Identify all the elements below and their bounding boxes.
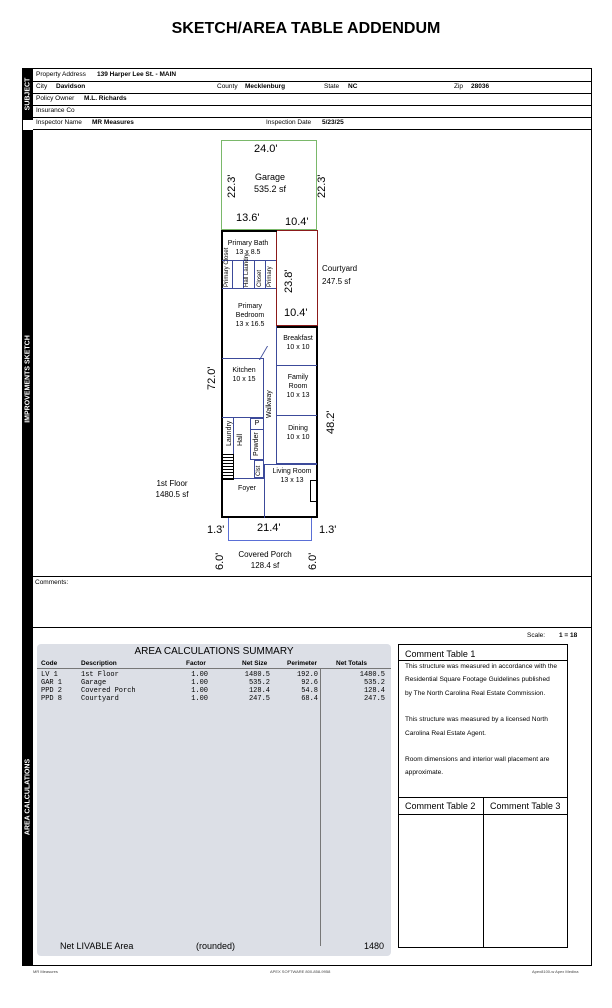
footer-right: Apex8100-w Apex Medina bbox=[532, 969, 579, 974]
area-cell: PPD 8 bbox=[41, 695, 63, 703]
net-livable-label: Net LIVABLE Area bbox=[60, 941, 134, 951]
courtyard-top-dim: 10.4' bbox=[285, 216, 309, 228]
comment-line: Residential Square Footage Guidelines published bbox=[405, 676, 550, 684]
dim-left: 72.0' bbox=[206, 366, 218, 390]
primary-label: Primary bbox=[267, 266, 273, 287]
garage-label: Garage 535.2 sf bbox=[253, 172, 287, 194]
inspector-label: Inspector Name bbox=[36, 119, 82, 126]
courtyard-bottom-dim: 10.4' bbox=[284, 307, 308, 319]
hall-label: Hall bbox=[237, 433, 244, 446]
primary-closet-label: Primary Closet bbox=[224, 247, 230, 287]
area-cell: Covered Porch bbox=[81, 687, 136, 695]
date-label: Inspection Date bbox=[266, 119, 312, 126]
area-cell: 192.0 bbox=[296, 671, 318, 679]
area-cell: 535.2 bbox=[248, 679, 270, 687]
rounded-label: (rounded) bbox=[196, 941, 236, 951]
area-cell: GAR 1 bbox=[41, 679, 63, 687]
powder-label: Powder bbox=[253, 432, 260, 456]
zip-label: Zip bbox=[454, 83, 464, 90]
area-cell: 1.00 bbox=[191, 687, 208, 695]
insurance-label: Insurance Co bbox=[36, 107, 75, 114]
comment-line: Room dimensions and interior wall placement are bbox=[405, 756, 550, 764]
owner-label: Policy Owner bbox=[36, 95, 75, 102]
family-room-label: Family Room 10 x 13 bbox=[286, 374, 310, 399]
courtyard-label: Courtyard 247.5 sf bbox=[322, 264, 358, 286]
sketch-band: IMPROVEMENTS SKETCH bbox=[22, 130, 33, 627]
porch-label: Covered Porch 128.4 sf bbox=[238, 550, 292, 570]
zip: 28036 bbox=[471, 83, 490, 90]
garage-bottom-dim: 13.6' bbox=[236, 212, 260, 224]
kitchen-label: Kitchen 10 x 15 bbox=[232, 367, 256, 383]
area-cell: 1st Floor bbox=[81, 671, 119, 679]
area-cell: 54.8 bbox=[301, 687, 318, 695]
area-cell: 1.00 bbox=[191, 695, 208, 703]
laundry-label: Laundry bbox=[226, 420, 233, 446]
fireplace bbox=[310, 480, 317, 502]
dining-label: Dining 10 x 10 bbox=[286, 425, 310, 441]
area-cell: Courtyard bbox=[81, 695, 119, 703]
primary-bedroom-label: Primary Bedroom 13 x 16.5 bbox=[235, 303, 265, 328]
hall-laundry-label: Hall Laundry bbox=[244, 253, 250, 287]
comment-line: This structure was measured in accordance with the bbox=[405, 663, 558, 670]
county: Mecklenburg bbox=[245, 83, 286, 90]
p-label: P bbox=[254, 420, 260, 427]
walkway-label: Walkway bbox=[266, 390, 273, 418]
comment-line: by The North Carolina Real Estate Commission. bbox=[405, 689, 546, 697]
porch-width-dim: 21.4' bbox=[257, 522, 281, 534]
garage-left-dim: 22.3' bbox=[226, 174, 238, 198]
city: Davidson bbox=[56, 83, 86, 90]
first-floor-label: 1st Floor 1480.5 sf bbox=[155, 479, 189, 499]
area-cell: 1.00 bbox=[191, 671, 208, 679]
state: NC bbox=[348, 83, 358, 90]
comment-table-3-title: Comment Table 3 bbox=[490, 801, 561, 811]
net-livable-value: 1480 bbox=[364, 941, 385, 951]
city-label: City bbox=[36, 83, 48, 90]
area-cell: 128.4 bbox=[363, 687, 385, 695]
porch-right-depth: 6.0' bbox=[307, 552, 319, 570]
porch-left-off: 1.3' bbox=[207, 524, 225, 536]
page-title: SKETCH/AREA TABLE ADDENDUM bbox=[171, 20, 441, 37]
living-room-label: Living Room 13 x 13 bbox=[272, 468, 312, 484]
footer-center: APEX SOFTWARE 800-858-9958 bbox=[270, 969, 331, 974]
property-address-label: Property Address bbox=[36, 71, 86, 78]
owner: M.L. Richards bbox=[84, 95, 127, 102]
comment-table-2-title: Comment Table 2 bbox=[405, 801, 476, 811]
scale-value: 1 = 18 bbox=[559, 632, 578, 639]
foyer-label: Foyer bbox=[238, 485, 256, 492]
clst-label: Clst bbox=[256, 465, 262, 476]
area-cell: 1480.5 bbox=[359, 671, 385, 679]
area-band: AREA CALCULATIONS bbox=[22, 627, 33, 966]
breakfast-label: Breakfast 10 x 10 bbox=[283, 335, 313, 351]
garage-top-dim: 24.0' bbox=[254, 143, 278, 155]
area-cell: 535.2 bbox=[363, 679, 385, 687]
courtyard-side-dim: 23.8' bbox=[283, 269, 295, 293]
county-label: County bbox=[217, 83, 238, 90]
state-label: State bbox=[324, 83, 340, 90]
subject-band: SUBJECT bbox=[22, 68, 33, 120]
garage-right-dim: 22.3' bbox=[316, 174, 328, 198]
comments-label: Comments: bbox=[35, 579, 69, 586]
area-cell: PPD 2 bbox=[41, 687, 63, 695]
area-cell: Garage bbox=[81, 679, 107, 687]
area-cell: 1480.5 bbox=[244, 671, 270, 679]
area-cell: 247.5 bbox=[363, 695, 385, 703]
dim-right: 48.2' bbox=[325, 410, 337, 434]
porch-right-off: 1.3' bbox=[319, 524, 337, 536]
comment-line: approximate. bbox=[405, 769, 444, 777]
comment-line: Carolina Real Estate Agent. bbox=[405, 729, 487, 737]
footer-left: MR Measures bbox=[33, 969, 58, 974]
area-summary-title: AREA CALCULATIONS SUMMARY bbox=[134, 646, 294, 657]
date: 5/23/25 bbox=[322, 119, 344, 126]
area-cell: 128.4 bbox=[248, 687, 270, 695]
closet-label: Closet bbox=[257, 269, 263, 287]
area-cell: 92.6 bbox=[301, 679, 318, 687]
scale-label: Scale: bbox=[527, 632, 546, 639]
area-cell: 1.00 bbox=[191, 679, 208, 687]
primary-bath-label: Primary Bath 13 x 8.5 bbox=[227, 240, 269, 256]
area-cell: LV 1 bbox=[41, 671, 58, 679]
stairs bbox=[222, 454, 234, 480]
porch-left-depth: 6.0' bbox=[214, 552, 226, 570]
comment-line: This structure was measured by a licensed North bbox=[405, 716, 548, 724]
area-cell: 68.4 bbox=[301, 695, 318, 703]
area-cell: 247.5 bbox=[248, 695, 270, 703]
property-address: 139 Harper Lee St. - MAIN bbox=[97, 71, 177, 78]
comment-table-1-title: Comment Table 1 bbox=[405, 649, 476, 659]
inspector: MR Measures bbox=[92, 119, 134, 126]
